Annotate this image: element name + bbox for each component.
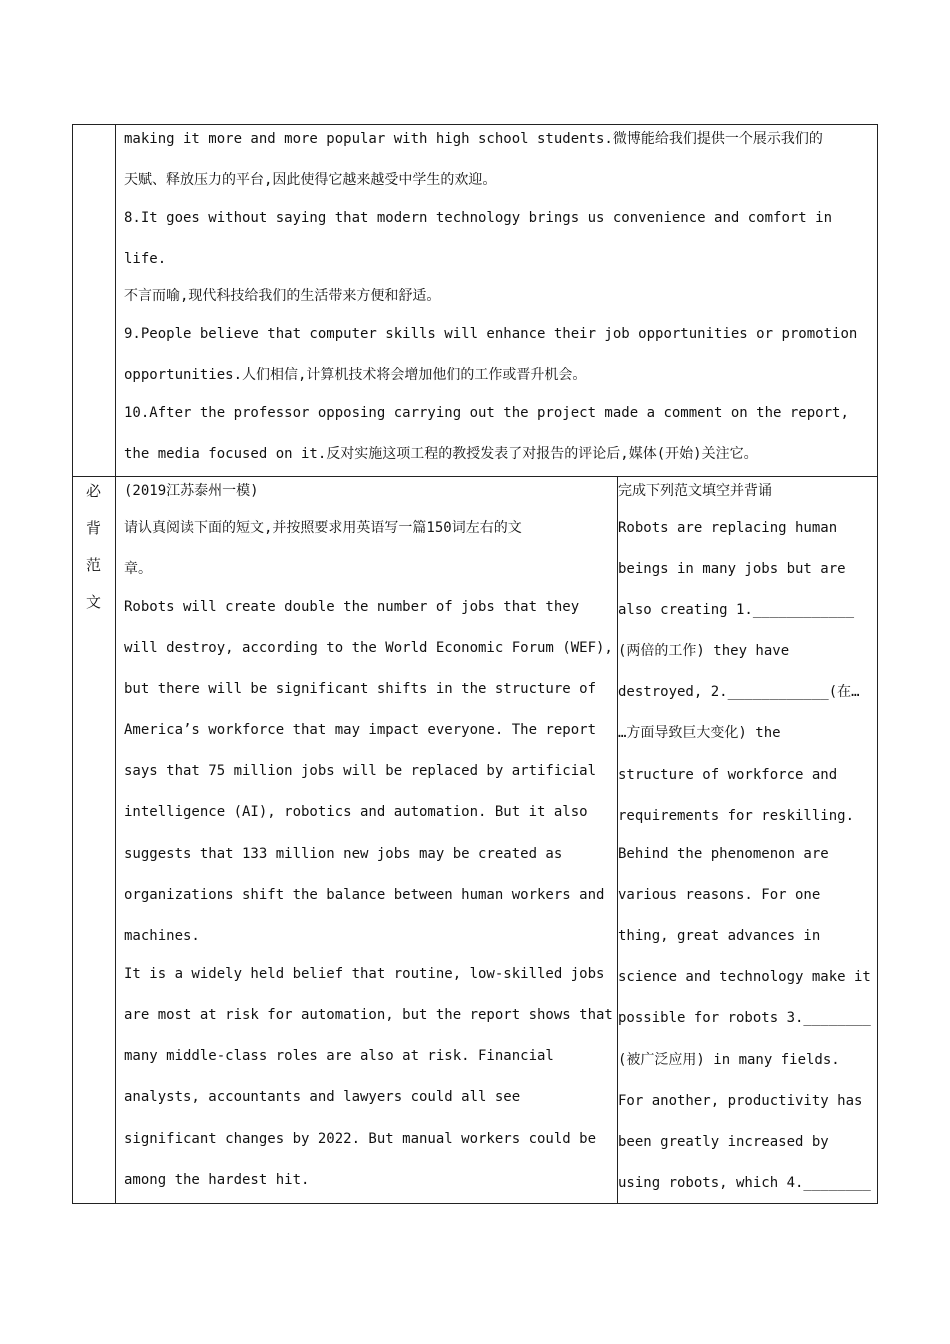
passage-line: analysts, accountants and lawyers could all see — [124, 1089, 521, 1105]
passage-line: will destroy, according to the World Economic Forum (WEF), — [124, 640, 613, 656]
essay-line: also creating 1.____________ — [618, 602, 855, 618]
passage-line: but there will be significant shifts in the structure of — [124, 681, 597, 697]
passage-line: machines. — [124, 928, 200, 944]
passage-line: Robots will create double the number of jobs that they — [124, 599, 580, 615]
sentence-line: 9.People believe that computer skills will enhance their job opportunities or promotion — [124, 326, 858, 342]
passage-line: among the hardest hit. — [124, 1172, 310, 1188]
sentence-line: 不言而喻,现代科技给我们的生活带来方便和舒适。 — [124, 288, 441, 304]
essay-line: …方面导致巨大变化) the — [618, 725, 781, 741]
essay-line: thing, great advances in — [618, 928, 821, 944]
section-label-char: 范 — [85, 556, 101, 574]
passage-line: many middle-class roles are also at risk. Financial — [124, 1048, 554, 1064]
passage-line: says that 75 million jobs will be replaced by artificial — [124, 763, 597, 779]
sentence-line: making it more and more popular with high school students.微博能给我们提供一个展示我们的 — [124, 131, 823, 147]
sentence-line: the media focused on it.反对实施这项工程的教授发表了对报告的评论后,媒体(开始)关注它。 — [124, 446, 758, 462]
sentence-line: 10.After the professor opposing carrying out the project made a comment on the report, — [124, 405, 849, 421]
passage-line: It is a widely held belief that routine, low-skilled jobs — [124, 966, 605, 982]
essay-line: various reasons. For one — [618, 887, 821, 903]
essay-line: (被广泛应用) in many fields. — [618, 1052, 840, 1068]
sentence-line: opportunities.人们相信,计算机技术将会增加他们的工作或晋升机会。 — [124, 367, 587, 383]
passage-line: are most at risk for automation, but the report shows that — [124, 1007, 613, 1023]
passage-line: significant changes by 2022. But manual workers could be — [124, 1131, 597, 1147]
section-label-cell — [72, 476, 115, 1204]
section-label-char: 文 — [85, 593, 101, 611]
essay-line: structure of workforce and — [618, 767, 838, 783]
essay-line: 完成下列范文填空并背诵 — [618, 483, 772, 499]
reading-passage-cell — [124, 476, 614, 1204]
model-essay-cell — [618, 476, 876, 1204]
essay-line: requirements for reskilling. — [618, 808, 855, 824]
content-table — [72, 124, 878, 1204]
passage-line: 请认真阅读下面的短文,并按照要求用英语写一篇150词左右的文 — [124, 520, 522, 536]
essay-line: (两倍的工作) they have — [618, 643, 790, 659]
essay-line: Robots are replacing human — [618, 520, 838, 536]
sentence-line: 天赋、释放压力的平台,因此使得它越来越受中学生的欢迎。 — [124, 172, 497, 188]
passage-line: organizations shift the balance between human workers and — [124, 887, 605, 903]
sentence-line: life. — [124, 251, 167, 267]
essay-line: destroyed, 2.____________(在… — [618, 684, 860, 700]
essay-line: using robots, which 4.________ — [618, 1175, 871, 1191]
essay-line: beings in many jobs but are — [618, 561, 846, 577]
table-right-border — [877, 124, 878, 1204]
passage-line: America’s workforce that may impact everyone. The report — [124, 722, 597, 738]
essay-line: For another, productivity has — [618, 1093, 863, 1109]
top-sentences-cell — [124, 124, 874, 476]
section-label-char: 必 — [85, 482, 101, 500]
passage-line: (2019江苏泰州一模) — [124, 483, 259, 499]
essay-line: science and technology make it — [618, 969, 871, 985]
section-label-char: 背 — [85, 519, 101, 537]
essay-line: Behind the phenomenon are — [618, 846, 829, 862]
sentence-line: 8.It goes without saying that modern technology brings us convenience and comfort in — [124, 210, 833, 226]
passage-line: intelligence (AI), robotics and automation. But it also — [124, 804, 588, 820]
essay-line: possible for robots 3.________ — [618, 1010, 871, 1026]
passage-line: 章。 — [124, 561, 152, 577]
passage-line: suggests that 133 million new jobs may be created as — [124, 846, 563, 862]
label-column-divider — [115, 124, 116, 1204]
essay-line: been greatly increased by — [618, 1134, 829, 1150]
